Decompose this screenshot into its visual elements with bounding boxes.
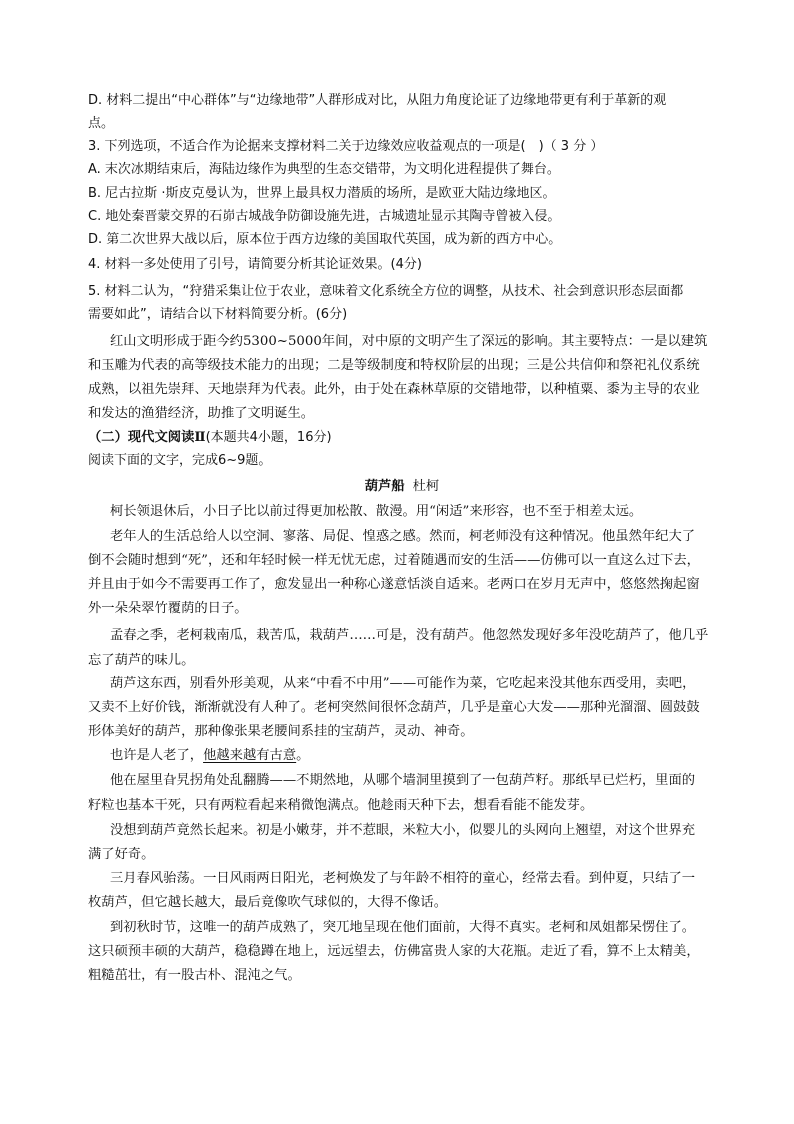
story-author: 杜柯 (412, 479, 440, 494)
q5-material-line: 和发达的渔猎经济，助推了文明诞生。 (88, 406, 315, 421)
q2-option-d-line2: 点。 (88, 116, 115, 131)
story-text: 也许是人老了， (110, 748, 204, 763)
story-line: 并且由于如今不需要再工作了，愈发显出一种称心遂意恬淡自适来。老两口在岁月无声中，悠悠然掬起窗 (88, 577, 700, 592)
story-title-text: 葫芦船 (364, 479, 405, 494)
story-line: 忘了葫芦的味儿。 (88, 653, 195, 668)
q3-option-b: B. 尼古拉斯 ·斯皮克曼认为，世界上最具权力潜质的场所，是欧亚大陆边缘地区。 (88, 186, 556, 201)
story-line: 没想到葫芦竟然长起来。初是小嫩芽，并不惹眼，米粒大小，似婴儿的头网向上翘望，对这个世界充 (110, 823, 696, 838)
q3-option-c: C. 地处秦晋蒙交界的石峁古城战争防御设施先进，古城遗址显示其陶寺曾被入侵。 (88, 209, 561, 224)
q5-material-line: 成熟，以祖先崇拜、天地崇拜为代表。此外，由于处在森林草原的交错地带，以种植粟、黍为主导的农业 (88, 382, 700, 397)
section-heading (88, 428, 716, 448)
reading-instruction: 阅读下面的文字，完成6~9题。 (88, 453, 272, 468)
section-heading-label: （二）现代文阅读Ⅱ (88, 430, 206, 445)
q3-stem: 3. 下列选项，不适合作为论据来支撑材料二关于边缘效应收益观点的一项是( )（ 3 分 ） (88, 139, 604, 154)
story-line: 葫芦这东西，别看外形美观，从来“中看不中用”——可能作为菜，它吃起来没其他东西受用，卖吧， (110, 676, 696, 691)
story-line: 枚葫芦，但它越长越大，最后竟像吹气球似的，大得不像话。 (88, 895, 448, 910)
section-heading-note: (本题共4小题，16分) (205, 430, 332, 445)
story-line: 倒不会随时想到“死”，还和年轻时候一样无忧无虑，过着随遇而安的生活——仿佛可以一直这么过下去， (88, 553, 700, 568)
story-line: 又卖不上好价钱，渐渐就没有人种了。老柯突然间很怀念葫芦，几乎是童心大发——那种光溜溜、圆鼓鼓 (88, 700, 700, 715)
story-line: 这只硕预丰硕的大葫芦，稳稳蹲在地上，远远望去，仿佛富贵人家的大花瓶。走近了看，算不上太精美， (88, 944, 700, 959)
story-line: 到初秋时节，这唯一的葫芦成熟了，突兀地呈现在他们面前，大得不真实。老柯和凤姐都呆愣住了。 (110, 920, 696, 935)
story-line: 籽粒也基本干死，只有两粒看起来稍微饱满点。他趁雨天种下去，想看看能不能发芽。 (88, 798, 594, 813)
q5-material-line: 和玉雕为代表的高等级技术能力的出现；二是等级制度和特权阶层的出现；三是公共信仰和祭祀礼仪系统 (88, 358, 700, 373)
story-line: 外一朵朵翠竹覆荫的日子。 (88, 601, 248, 616)
q3-option-a: A. 末次冰期结束后，海陆边缘作为典型的生态交错带，为文明化进程提供了舞台。 (88, 162, 560, 177)
story-line: 满了好奇。 (88, 847, 155, 862)
story-line (110, 746, 716, 766)
story-text: 。 (296, 748, 310, 763)
q4-stem: 4. 材料一多处使用了引号，请简要分析其论证效果。(4分) (88, 257, 422, 272)
story-line: 柯长领退休后，小日子比以前过得更加松散、散漫。用“闲适”来形容，也不至于相差太远。 (110, 504, 643, 519)
q5-stem-line2: 需要如此”，请结合以下材料简要分析。(6分) (88, 307, 348, 322)
story-line: 他在屋里旮旯拐角处乱翻腾——不期然地，从哪个墙洞里摸到了一包葫芦籽。那纸早已烂朽，里面的 (110, 773, 696, 788)
story-line: 老年人的生活总给人以空洞、寥落、局促、惶惑之感。然而，柯老师没有这种情况。他虽然年纪大了 (110, 529, 696, 544)
q5-stem-line1: 5. 材料二认为，“狩猎采集让位于农业，意味着文化系统全方位的调整，从技术、社会到意识形态层面都 (88, 284, 684, 299)
story-line: 三月春风骀荡。一日风雨两日阳光，老柯焕发了与年龄不相符的童心，经常去看。到仲夏，只结了一 (110, 871, 696, 886)
story-line: 粗糙茁壮，有一股古朴、混沌之气。 (88, 968, 301, 983)
underlined-phrase: 他越来越有古意 (203, 748, 297, 763)
q3-option-d: D. 第二次世界大战以后，原本位于西方边缘的美国取代英国，成为新的西方中心。 (88, 232, 562, 247)
story-line: 形体美好的葫芦，那种像张果老腰间系挂的宝葫芦，灵动、神奇。 (88, 724, 474, 739)
q2-option-d-line1: D. 材料二提出“中心群体”与“边缘地带”人群形成对比，从阻力角度论证了边缘地带更有利于革新的观 (88, 93, 667, 108)
story-title (88, 477, 716, 497)
q5-material-line: 红山文明形成于距今约5300~5000年间，对中原的文明产生了深远的影响。其主要特点：一是以建筑 (110, 334, 708, 349)
story-line: 孟春之季，老柯栽南瓜，栽苦瓜，栽葫芦……可是，没有葫芦。他忽然发现好多年没吃葫芦了，他几乎 (110, 628, 709, 643)
